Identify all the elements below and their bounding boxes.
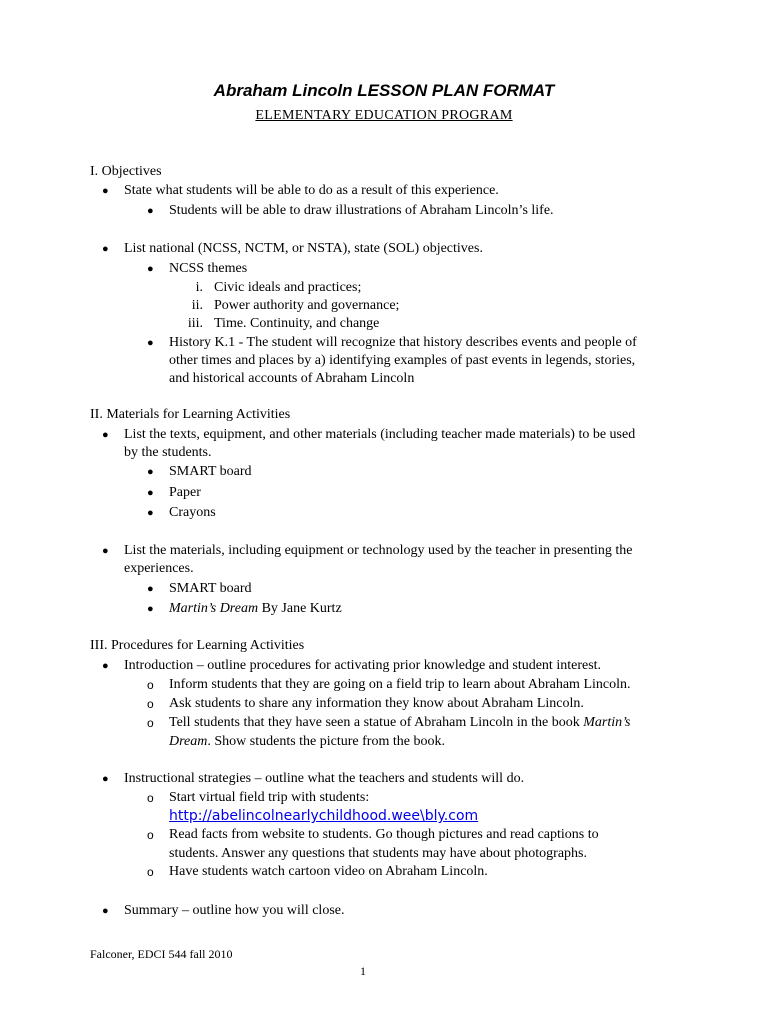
- objective-subitem: and historical accounts of Abraham Lincoln: [169, 371, 415, 386]
- materials-item: experiences.: [124, 561, 194, 576]
- procedure-item: Introduction – outline procedures for activating prior knowledge and student interest.: [124, 658, 602, 673]
- circle-bullet-icon: o: [147, 828, 154, 842]
- materials-item: List the texts, equipment, and other materials (including teacher made materials) to be used: [124, 427, 636, 442]
- objective-subitem: Students will be able to draw illustrations of Abraham Lincoln’s life.: [169, 203, 554, 218]
- field-trip-link[interactable]: http://abelincolnearlychildhood.wee\bly.com: [169, 808, 479, 824]
- section-procedures-heading: III. Procedures for Learning Activities: [90, 638, 305, 653]
- roman-numeral: i.: [195, 280, 203, 295]
- circle-bullet-icon: o: [147, 697, 154, 711]
- footer-text: Falconer, EDCI 544 fall 2010: [90, 947, 233, 961]
- circle-bullet-icon: o: [147, 716, 154, 730]
- bullet-icon: ●: [147, 337, 154, 349]
- bullet-icon: ●: [147, 583, 154, 595]
- document-subtitle: ELEMENTARY EDUCATION PROGRAM: [255, 108, 513, 123]
- book-title: Dream: [169, 734, 208, 749]
- book-title: Martin’s Dream: [169, 601, 259, 616]
- procedure-step: students. Answer any questions that students may have about photographs.: [169, 846, 587, 861]
- materials-item: by the students.: [124, 445, 212, 460]
- material: Crayons: [169, 505, 216, 520]
- material: SMART board: [169, 464, 252, 479]
- bullet-icon: ●: [102, 773, 109, 785]
- bullet-icon: ●: [102, 545, 109, 557]
- procedure-step: Have students watch cartoon video on Abraham Lincoln.: [169, 864, 488, 879]
- book-title: Martin’s: [583, 715, 631, 730]
- material: [169, 600, 342, 618]
- bullet-icon: ●: [102, 660, 109, 672]
- objective-subitem: other times and places by a) identifying examples of past events in legends, stories,: [169, 353, 636, 368]
- ncss-theme: Power authority and governance;: [214, 298, 400, 313]
- procedure-step: Inform students that they are going on a field trip to learn about Abraham Lincoln.: [169, 677, 631, 692]
- ncss-theme: Civic ideals and practices;: [214, 280, 362, 295]
- material: Paper: [169, 485, 201, 500]
- objective-subitem: NCSS themes: [169, 261, 248, 276]
- circle-bullet-icon: o: [147, 678, 154, 692]
- materials-item: List the materials, including equipment or technology used by the teacher in presenting the: [124, 543, 633, 558]
- bullet-icon: ●: [147, 263, 154, 275]
- bullet-icon: ●: [147, 205, 154, 217]
- section-materials-heading: II. Materials for Learning Activities: [90, 407, 291, 422]
- procedure-step: Start virtual field trip with students:: [169, 790, 370, 805]
- procedure-step: Ask students to share any information they know about Abraham Lincoln.: [169, 696, 584, 711]
- circle-bullet-icon: o: [147, 791, 154, 805]
- step-text: Tell students that they have seen a statue of Abraham Lincoln in the book: [169, 715, 584, 730]
- bullet-icon: ●: [147, 507, 154, 519]
- bullet-icon: ●: [147, 466, 154, 478]
- procedure-step: [169, 714, 630, 732]
- procedure-step: [169, 733, 445, 751]
- procedure-step: Read facts from website to students. Go though pictures and read captions to: [169, 827, 599, 842]
- book-author: By Jane Kurtz: [258, 601, 342, 616]
- circle-bullet-icon: o: [147, 865, 154, 879]
- bullet-icon: ●: [102, 905, 109, 917]
- step-text: . Show students the picture from the book.: [207, 734, 445, 749]
- roman-numeral: iii.: [187, 316, 203, 331]
- procedure-item: Summary – outline how you will close.: [124, 903, 345, 918]
- material: SMART board: [169, 581, 252, 596]
- procedure-item: Instructional strategies – outline what the teachers and students will do.: [124, 771, 525, 786]
- roman-numeral: ii.: [191, 298, 203, 313]
- bullet-icon: ●: [147, 487, 154, 499]
- document-title: Abraham Lincoln LESSON PLAN FORMAT: [213, 81, 555, 100]
- section-objectives-heading: I. Objectives: [90, 164, 162, 179]
- objective-item: State what students will be able to do as a result of this experience.: [124, 183, 499, 198]
- ncss-theme: Time. Continuity, and change: [214, 316, 380, 331]
- bullet-icon: ●: [102, 243, 109, 255]
- page-number: 1: [360, 964, 366, 978]
- bullet-icon: ●: [102, 185, 109, 197]
- bullet-icon: ●: [102, 429, 109, 441]
- objective-subitem: History K.1 - The student will recognize that history describes events and people of: [169, 335, 637, 350]
- bullet-icon: ●: [147, 603, 154, 615]
- objective-item: List national (NCSS, NCTM, or NSTA), state (SOL) objectives.: [124, 241, 483, 256]
